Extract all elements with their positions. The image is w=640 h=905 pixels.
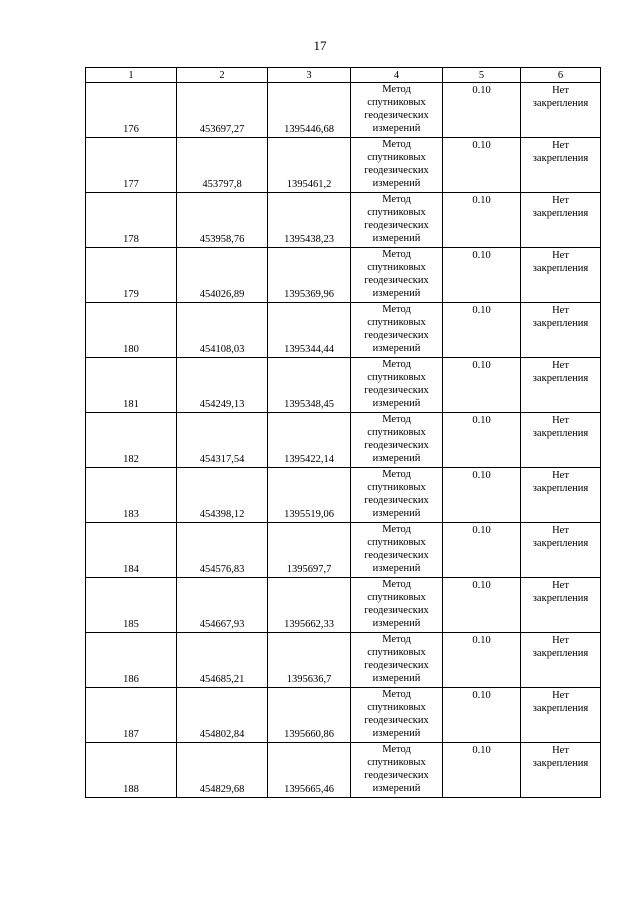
method-cell: [351, 193, 443, 248]
fixing-text: закрепления: [532, 483, 589, 494]
column-header: 6: [521, 68, 601, 83]
method-text: Метод: [382, 634, 411, 645]
table-header-row: [86, 68, 601, 83]
point-number-cell: 185: [86, 578, 177, 633]
fixing-cell: [521, 633, 601, 688]
fixing-text: Нет: [552, 250, 569, 261]
method-cell: [351, 83, 443, 138]
method-text: измерений: [372, 233, 421, 244]
method-text: Метод: [382, 744, 411, 755]
column-header: 1: [86, 68, 177, 83]
accuracy-cell: 0.10: [443, 743, 521, 798]
method-text: измерений: [372, 673, 421, 684]
accuracy-cell: 0.10: [443, 413, 521, 468]
method-cell: [351, 633, 443, 688]
fixing-cell: [521, 743, 601, 798]
method-cell: [351, 578, 443, 633]
fixing-text: Нет: [552, 305, 569, 316]
fixing-text: закрепления: [532, 538, 589, 549]
table-row: [86, 83, 601, 138]
x-coordinate-cell: 454829,68: [177, 743, 268, 798]
table-row: [86, 193, 601, 248]
y-coordinate-cell: 1395446,68: [268, 83, 351, 138]
method-text: спутниковых: [367, 372, 426, 383]
y-coordinate-cell: 1395519,06: [268, 468, 351, 523]
fixing-text: закрепления: [532, 98, 589, 109]
method-cell: [351, 523, 443, 578]
fixing-cell: [521, 193, 601, 248]
method-text: геодезических: [364, 605, 429, 616]
method-text: геодезических: [364, 385, 429, 396]
method-text: Метод: [382, 579, 411, 590]
y-coordinate-cell: 1395665,46: [268, 743, 351, 798]
fixing-cell: [521, 358, 601, 413]
method-text: Метод: [382, 469, 411, 480]
method-cell: [351, 468, 443, 523]
table-row: [86, 743, 601, 798]
method-cell: [351, 303, 443, 358]
table-row: [86, 358, 601, 413]
method-text: геодезических: [364, 550, 429, 561]
fixing-cell: [521, 578, 601, 633]
method-text: геодезических: [364, 165, 429, 176]
y-coordinate-cell: 1395461,2: [268, 138, 351, 193]
method-text: геодезических: [364, 495, 429, 506]
fixing-cell: [521, 138, 601, 193]
method-text: спутниковых: [367, 152, 426, 163]
method-text: спутниковых: [367, 647, 426, 658]
fixing-cell: [521, 523, 601, 578]
table-row: [86, 303, 601, 358]
method-text: Метод: [382, 524, 411, 535]
fixing-text: Нет: [552, 525, 569, 536]
method-text: спутниковых: [367, 427, 426, 438]
x-coordinate-cell: 454398,12: [177, 468, 268, 523]
accuracy-cell: 0.10: [443, 358, 521, 413]
method-text: геодезических: [364, 275, 429, 286]
method-text: спутниковых: [367, 702, 426, 713]
point-number-cell: 183: [86, 468, 177, 523]
y-coordinate-cell: 1395660,86: [268, 688, 351, 743]
page-number: 17: [313, 38, 327, 53]
method-text: геодезических: [364, 715, 429, 726]
fixing-text: закрепления: [532, 428, 589, 439]
accuracy-cell: 0.10: [443, 688, 521, 743]
accuracy-cell: 0.10: [443, 303, 521, 358]
method-text: измерений: [372, 783, 421, 794]
table-body: [86, 83, 601, 798]
method-text: спутниковых: [367, 207, 426, 218]
method-cell: [351, 743, 443, 798]
table-row: [86, 138, 601, 193]
method-text: Метод: [382, 414, 411, 425]
fixing-text: закрепления: [532, 263, 589, 274]
x-coordinate-cell: 453697,27: [177, 83, 268, 138]
method-text: геодезических: [364, 770, 429, 781]
y-coordinate-cell: 1395438,23: [268, 193, 351, 248]
method-text: измерений: [372, 343, 421, 354]
fixing-text: закрепления: [532, 758, 589, 769]
method-text: измерений: [372, 453, 421, 464]
method-text: измерений: [372, 288, 421, 299]
fixing-cell: [521, 248, 601, 303]
method-text: геодезических: [364, 110, 429, 121]
method-text: спутниковых: [367, 262, 426, 273]
fixing-text: Нет: [552, 690, 569, 701]
fixing-text: закрепления: [532, 703, 589, 714]
table-row: [86, 248, 601, 303]
method-text: измерений: [372, 618, 421, 629]
fixing-cell: [521, 413, 601, 468]
column-header: 3: [268, 68, 351, 83]
point-number-cell: 180: [86, 303, 177, 358]
point-number-cell: 177: [86, 138, 177, 193]
table-row: [86, 633, 601, 688]
method-text: Метод: [382, 84, 411, 95]
fixing-text: Нет: [552, 195, 569, 206]
point-number-cell: 179: [86, 248, 177, 303]
fixing-text: Нет: [552, 85, 569, 96]
method-cell: [351, 358, 443, 413]
x-coordinate-cell: 454802,84: [177, 688, 268, 743]
y-coordinate-cell: 1395369,96: [268, 248, 351, 303]
x-coordinate-cell: 453797,8: [177, 138, 268, 193]
table-row: [86, 413, 601, 468]
fixing-text: Нет: [552, 140, 569, 151]
table-row: [86, 523, 601, 578]
accuracy-cell: 0.10: [443, 138, 521, 193]
method-text: спутниковых: [367, 757, 426, 768]
y-coordinate-cell: 1395662,33: [268, 578, 351, 633]
point-number-cell: 186: [86, 633, 177, 688]
method-text: измерений: [372, 398, 421, 409]
y-coordinate-cell: 1395344,44: [268, 303, 351, 358]
fixing-text: Нет: [552, 635, 569, 646]
x-coordinate-cell: 454685,21: [177, 633, 268, 688]
method-text: геодезических: [364, 440, 429, 451]
method-text: Метод: [382, 249, 411, 260]
point-number-cell: 184: [86, 523, 177, 578]
fixing-text: закрепления: [532, 208, 589, 219]
accuracy-cell: 0.10: [443, 523, 521, 578]
x-coordinate-cell: 453958,76: [177, 193, 268, 248]
method-text: геодезических: [364, 220, 429, 231]
fixing-text: закрепления: [532, 318, 589, 329]
column-header: 4: [351, 68, 443, 83]
table-row: [86, 468, 601, 523]
method-text: Метод: [382, 139, 411, 150]
method-text: спутниковых: [367, 482, 426, 493]
method-text: Метод: [382, 359, 411, 370]
accuracy-cell: 0.10: [443, 578, 521, 633]
accuracy-cell: 0.10: [443, 83, 521, 138]
point-number-cell: 178: [86, 193, 177, 248]
method-text: спутниковых: [367, 97, 426, 108]
x-coordinate-cell: 454026,89: [177, 248, 268, 303]
y-coordinate-cell: 1395348,45: [268, 358, 351, 413]
column-header: 2: [177, 68, 268, 83]
method-text: геодезических: [364, 330, 429, 341]
method-text: спутниковых: [367, 537, 426, 548]
fixing-cell: [521, 468, 601, 523]
x-coordinate-cell: 454576,83: [177, 523, 268, 578]
method-text: Метод: [382, 304, 411, 315]
point-number-cell: 176: [86, 83, 177, 138]
column-header: 5: [443, 68, 521, 83]
method-text: Метод: [382, 194, 411, 205]
method-cell: [351, 413, 443, 468]
fixing-cell: [521, 83, 601, 138]
method-text: измерений: [372, 563, 421, 574]
method-cell: [351, 248, 443, 303]
fixing-text: закрепления: [532, 373, 589, 384]
coordinates-table: [85, 67, 601, 798]
fixing-text: Нет: [552, 470, 569, 481]
x-coordinate-cell: 454249,13: [177, 358, 268, 413]
point-number-cell: 188: [86, 743, 177, 798]
fixing-text: закрепления: [532, 593, 589, 604]
x-coordinate-cell: 454317,54: [177, 413, 268, 468]
y-coordinate-cell: 1395697,7: [268, 523, 351, 578]
accuracy-cell: 0.10: [443, 248, 521, 303]
x-coordinate-cell: 454667,93: [177, 578, 268, 633]
method-cell: [351, 688, 443, 743]
fixing-text: закрепления: [532, 648, 589, 659]
fixing-cell: [521, 303, 601, 358]
table-row: [86, 578, 601, 633]
point-number-cell: 182: [86, 413, 177, 468]
table-row: [86, 688, 601, 743]
point-number-cell: 181: [86, 358, 177, 413]
fixing-text: закрепления: [532, 153, 589, 164]
method-text: спутниковых: [367, 592, 426, 603]
method-text: измерений: [372, 178, 421, 189]
y-coordinate-cell: 1395422,14: [268, 413, 351, 468]
method-text: измерений: [372, 508, 421, 519]
fixing-text: Нет: [552, 360, 569, 371]
y-coordinate-cell: 1395636,7: [268, 633, 351, 688]
fixing-text: Нет: [552, 415, 569, 426]
accuracy-cell: 0.10: [443, 468, 521, 523]
accuracy-cell: 0.10: [443, 193, 521, 248]
method-text: геодезических: [364, 660, 429, 671]
method-cell: [351, 138, 443, 193]
fixing-text: Нет: [552, 745, 569, 756]
x-coordinate-cell: 454108,03: [177, 303, 268, 358]
method-text: измерений: [372, 728, 421, 739]
method-text: спутниковых: [367, 317, 426, 328]
fixing-text: Нет: [552, 580, 569, 591]
fixing-cell: [521, 688, 601, 743]
accuracy-cell: 0.10: [443, 633, 521, 688]
point-number-cell: 187: [86, 688, 177, 743]
method-text: измерений: [372, 123, 421, 134]
method-text: Метод: [382, 689, 411, 700]
